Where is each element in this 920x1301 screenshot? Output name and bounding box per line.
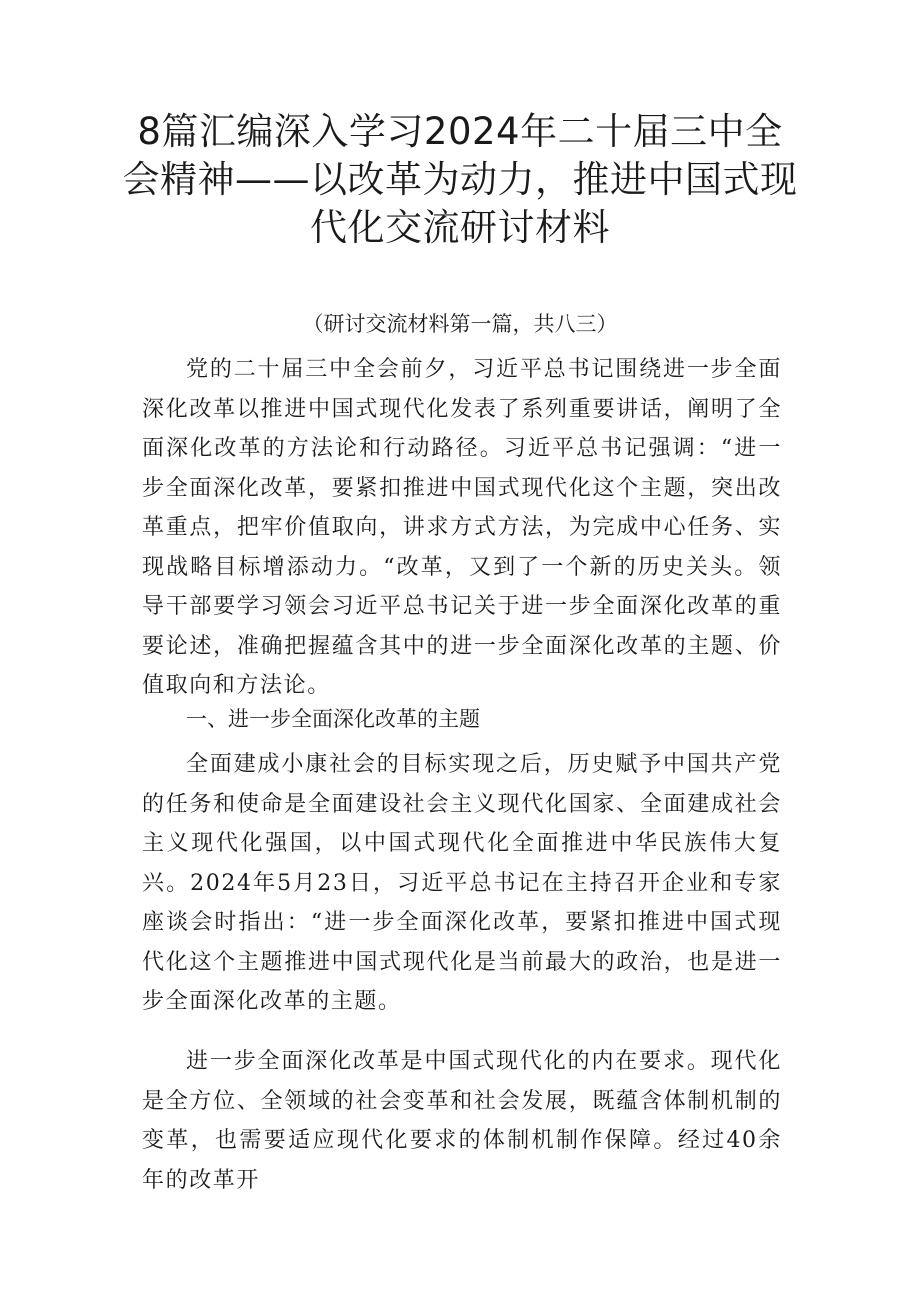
document-title: 8篇汇编深入学习2024年二十届三中全会精神——以改革为动力，推进中国式现代化交流研讨材料: [122, 110, 798, 249]
paragraph-body-2: 进一步全面深化改革是中国式现代化的内在要求。现代化是全方位、全领域的社会变革和社会发展，既蕴含体制机制的变革，也需要适应现代化要求的体制机制作保障。经过40余年的改革开: [142, 1049, 782, 1193]
paragraph-body-1: 全面建成小康社会的目标实现之后，历史赋予中国共产党的任务和使命是全面建设社会主义现代化国家、全面建成社会主义现代化强国，以中国式现代化全面推进中华民族伟大复兴。2024年5月23日，习近平总书记在主持召开企业和专家座谈会时指出：“进一步全面深化改革，要紧扣推进中国式现代化这个主题推进中国式现代化是当前最大的政治，也是进一步全面深化改革的主题。: [142, 752, 782, 1014]
document-subtitle: （研讨交流材料第一篇，共八三）: [302, 312, 618, 336]
section-heading: 一、进一步全面深化改革的主题: [186, 707, 480, 731]
paragraph-intro: 党的二十届三中全会前夕，习近平总书记围绕进一步全面深化改革以推进中国式现代化发表了系列重要讲话，阐明了全面深化改革的方法论和行动路径。习近平总书记强调：“进一步全面深化改革，要紧扣推进中国式现代化这个主题，突出改革重点，把牢价值取向，讲求方式方法，为完成中心任务、实现战略目标增添动力。“改革，又到了一个新的历史关头。领导干部要学习领会习近平总书记关于进一步全面深化改革的重要论述，准确把握蕴含其中的进一步全面深化改革的主题、价值取向和方法论。: [142, 357, 782, 698]
